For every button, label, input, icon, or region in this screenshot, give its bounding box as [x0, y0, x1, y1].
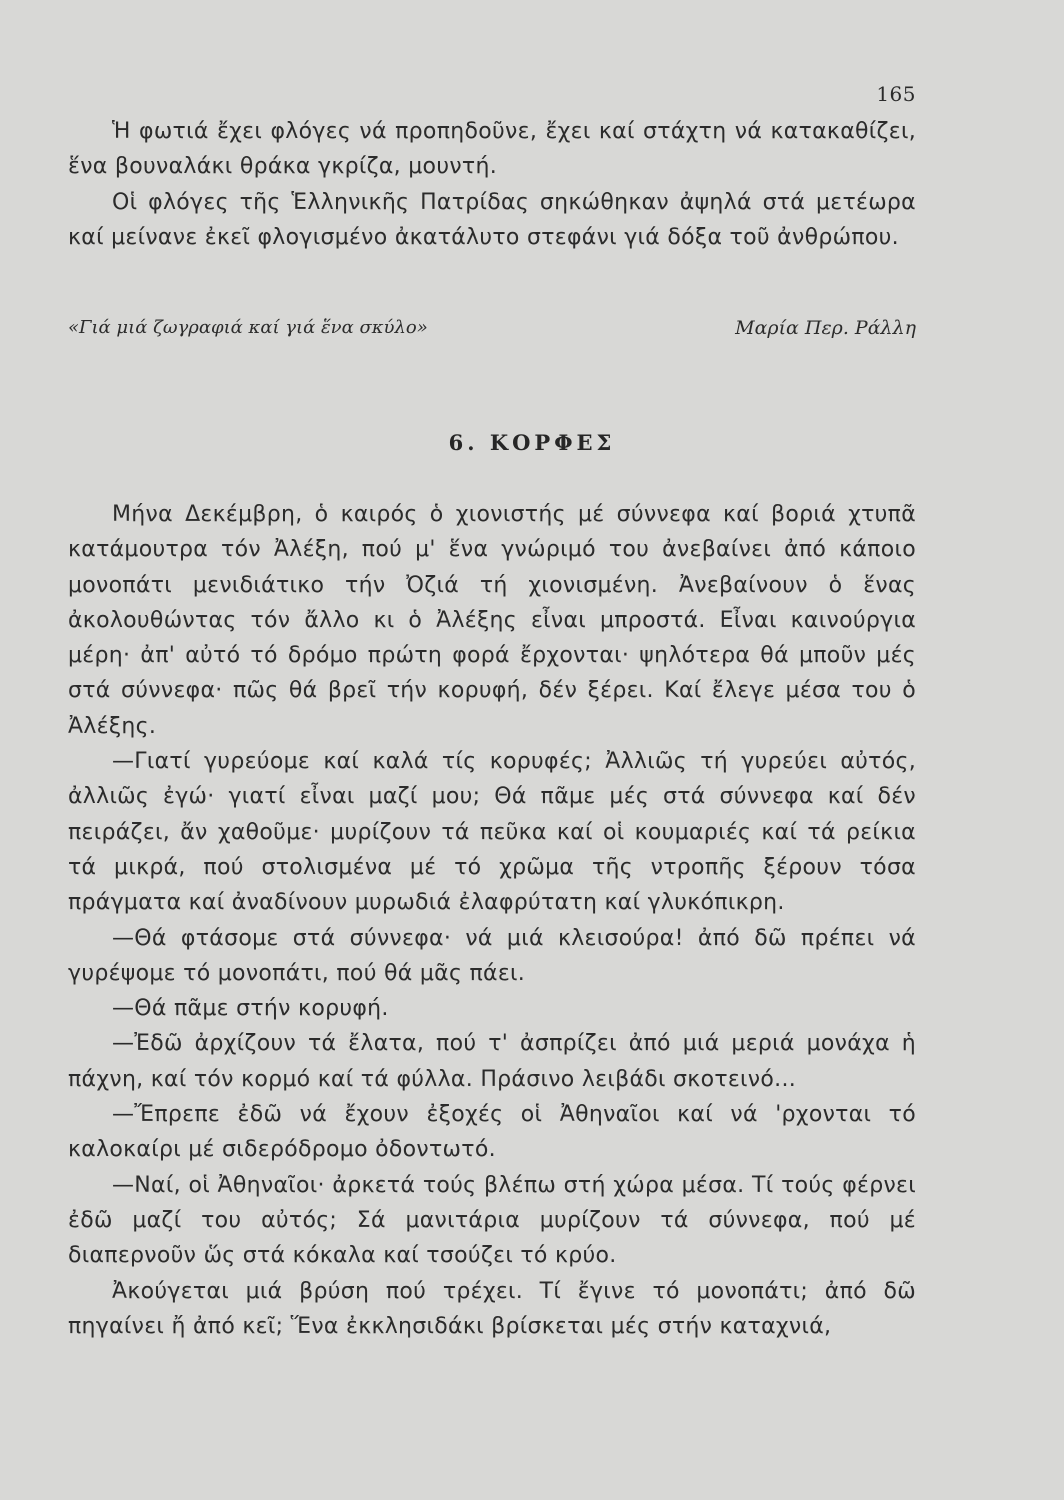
dialogue-paragraph: —Ναί, οἱ Ἀθηναῖοι· ἀρκετά τούς βλέπω στή χώρα μέσα. Τί τούς φέρνει ἐδῶ μαζί του αὐτός; Σά μανιτάρια μυρίζουν τά σύννεφα, πού μέ διαπερνοῦν ὥς στά κόκαλα καί τσούζει τό κρύο. [68, 1172, 916, 1269]
attribution [68, 312, 916, 344]
dialogue-paragraph: —Θά πᾶμε στήν κορυφή. [112, 996, 389, 1022]
chapter-body [68, 497, 916, 1344]
attribution-work-title: «Γιά μιά ζωγραφιά καί γιά ἕνα σκύλο» [68, 317, 428, 338]
page-number: 165 [876, 82, 916, 106]
attribution-author: Μαρία Περ. Ράλλη [735, 317, 916, 339]
intro-text [68, 114, 916, 255]
chapter-paragraph: Ἀκούγεται μιά βρύση πού τρέχει. Τί ἔγινε τό μονοπάτι; ἀπό δῶ πηγαίνει ἤ ἀπό κεῖ; Ἕνα ἐκκλησιδάκι βρίσκεται μές στήν καταχνιά, [68, 1278, 916, 1339]
intro-paragraph: Οἱ φλόγες τῆς Ἑλληνικῆς Πατρίδας σηκώθηκαν ἀψηλά στά μετέωρα καί μείνανε ἐκεῖ φλογισμένο ἀκατάλυτο στεφάνι γιά δόξα τοῦ ἀνθρώπου. [68, 189, 916, 250]
dialogue-paragraph: —Ἔπρεπε ἐδῶ νά ἔχουν ἐξοχές οἱ Ἀθηναῖοι καί νά 'ρχονται τό καλοκαίρι μέ σιδερόδρομο ὀδοντωτό. [68, 1102, 916, 1163]
chapter-heading: 6. ΚΟΡΦΕΣ [448, 430, 616, 455]
dialogue-paragraph: —Ἐδῶ ἀρχίζουν τά ἔλατα, πού τ' ἀσπρίζει ἀπό μιά μεριά μονάχα ἡ πάχνη, καί τόν κορμό καί τά φύλλα. Πράσινο λειβάδι σκοτεινό... [68, 1031, 916, 1092]
intro-paragraph: Ἡ φωτιά ἔχει φλόγες νά προπηδοῦνε, ἔχει καί στάχτη νά κατακαθίζει, ἕνα βουναλάκι θράκα γκρίζα, μουντή. [68, 119, 916, 180]
chapter-paragraph: Μήνα Δεκέμβρη, ὁ καιρός ὁ χιονιστής μέ σύννεφα καί βοριά χτυπᾶ κατάμουτρα τόν Ἀλέξη, πού μ' ἕνα γνώριμό του ἀνεβαίνει ἀπό κάποιο μονοπάτι μενιδιάτικο τήν Ὀζιά τή χιονισμένη. Ἀνεβαίνουν ὁ ἕνας ἀκολουθώντας τόν ἄλλο κι ὁ Ἀλέξης εἶναι μπροστά. Εἶναι καινούργια μέρη· ἀπ' αὐτό τό δρόμο πρώτη φορά ἔρχονται· ψηλότερα θά μποῦν μές στά σύννεφα· πῶς θά βρεῖ τήν κορυφή, δέν ξέρει. Καί ἔλεγε μέσα του ὁ Ἀλέξης. [68, 502, 916, 739]
dialogue-paragraph: —Γιατί γυρεύομε καί καλά τίς κορυφές; Ἀλλιῶς τή γυρεύει αὐτός, ἀλλιῶς ἐγώ· γιατί εἶναι μαζί μου; Θά πᾶμε μές στά σύννεφα καί δέν πειράζει, ἄν χαθοῦμε· μυρίζουν τά πεῦκα καί οἱ κουμαριές καί τά ρείκια τά μικρά, πού στολισμένα μέ τό χρῶμα τῆς ντροπῆς ξέρουν τόσα πράγματα καί ἀναδίνουν μυρωδιά ἐλαφρύτατη καί γλυκόπικρη. [68, 749, 916, 916]
dialogue-paragraph: —Θά φτάσομε στά σύννεφα· νά μιά κλεισούρα! ἀπό δῶ πρέπει νά γυρέψομε τό μονοπάτι, πού θά μᾶς πάει. [68, 925, 916, 986]
